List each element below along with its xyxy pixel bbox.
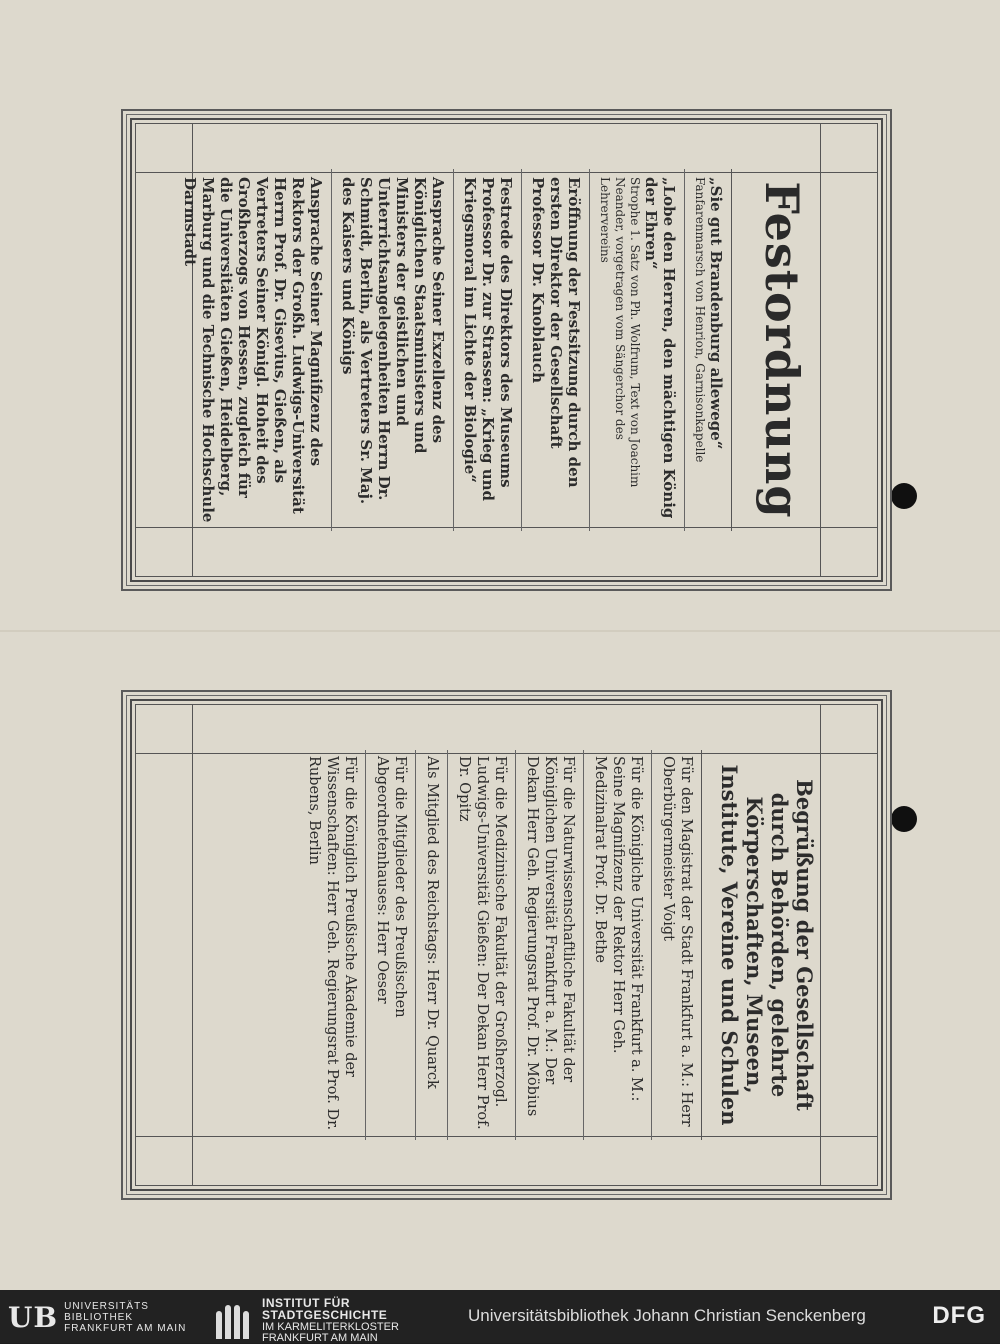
- fold-line: [0, 630, 1000, 632]
- punch-hole: [891, 806, 917, 832]
- program-item: [521, 169, 589, 531]
- program-item-main: Ansprache Seiner Magnifizenz des Rektors der Großh. Ludwigs-Universität Herrn Prof. Dr. Gisevius, Gießen, als Vertreters Seiner Königl. Hoheit des Großherzogs von Hessen, zugleich für die Universitäten Gießen, Heidelberg, Marburg und die Technische Hochschule Darmstadt: [181, 177, 325, 523]
- program-item: [453, 169, 521, 531]
- ub-line: BIBLIOTHEK: [64, 1311, 133, 1323]
- program-item-main: „Sie gut Brandenburg allewege“: [707, 177, 725, 450]
- isg-logo[interactable]: [214, 1298, 399, 1344]
- ub-line: FRANKFURT AM MAIN: [64, 1322, 187, 1334]
- program-item-sub: Fanfarenmarsch von Henrion, Garnisonkapelle: [693, 177, 707, 463]
- begruessung-list: [298, 750, 701, 1140]
- program-item: [589, 169, 684, 531]
- program-item-main: Eröffnung der Festsitzung durch den ersten Direktor der Gesellschaft Professor Dr. Knoblauch: [529, 177, 583, 488]
- program-item-main: „Lobe den Herren, den mächtigen König der Ehren“: [642, 177, 678, 519]
- program-item: [331, 169, 453, 531]
- program-item-main: Ansprache Seiner Exzellenz des Königlichen Staatsministers und Ministers der geistlichen und Unterrichtsangelegenheiten Herrn Dr. Schmidt, Berlin, als Vertreters Sr. Maj. des Kaisers und Königs: [339, 177, 447, 505]
- library-name[interactable]: Universitätsbibliothek Johann Christian Senckenberg: [468, 1306, 866, 1325]
- ub-logo[interactable]: [8, 1300, 186, 1334]
- program-item-sub: Strophe 1. Satz von Ph. Wolfrum, Text von Joachim Neander, vorgetragen vom Sängerchor des Lehrervereins: [598, 177, 642, 488]
- isg-line: INSTITUT FÜR: [262, 1296, 350, 1310]
- ub-mark: UB: [8, 1300, 59, 1334]
- festordnung-list: [174, 169, 731, 531]
- isg-line: IM KARMELITERKLOSTER: [262, 1321, 399, 1333]
- festordnung-content: [181, 169, 832, 531]
- begruessung-panel: [121, 690, 892, 1200]
- begruessung-content: [181, 750, 832, 1140]
- greeting-item: Für die Königlich Preußische Akademie der Wissenschaften: Herr Geh. Regierungsrat Prof. Dr. Rubens, Berlin: [306, 756, 358, 1131]
- dfg-logo[interactable]: DFG: [932, 1302, 986, 1329]
- program-item-main: Festrede des Direktors des Museums Professor Dr. zur Strassen: „Krieg und Kriegsmoral im Lichte der Biologie“: [461, 177, 515, 502]
- program-item: [174, 169, 331, 531]
- program-item: [684, 169, 731, 531]
- festordnung-title: Festordnung: [755, 181, 809, 519]
- isg-line: FRANKFURT AM MAIN: [262, 1332, 378, 1344]
- greeting-item: Für die Königliche Universität Frankfurt a. M.: Seine Magnifizenz der Rektor Herr Geh. Medizinalrat Prof. Dr. Bethe: [583, 750, 651, 1140]
- punch-hole: [891, 483, 917, 509]
- festordnung-panel: [121, 109, 892, 591]
- greeting-item: Für die Mitglieder des Preußischen Abgeordnetenhauses: Herr Oeser: [365, 750, 415, 1140]
- footer-bar: [0, 1290, 1000, 1343]
- church-icon: [214, 1303, 254, 1339]
- greeting-item: Für die Medizinische Fakultät der Großherzogl. Ludwigs-Universität Gießen: Der Dekan Herr Prof. Dr. Opitz: [447, 750, 515, 1140]
- ub-line: UNIVERSITÄTS: [64, 1300, 149, 1312]
- greeting-item: Für die Naturwissenschaftliche Fakultät der Königlichen Universität Frankfurt a. M.: Der Dekan Herr Geh. Regierungsrat Prof. Dr. Möbius: [515, 750, 583, 1140]
- isg-line: STADTGESCHICHTE: [262, 1308, 388, 1322]
- greeting-item: Als Mitglied des Reichstags: Herr Dr. Quarck: [415, 750, 447, 1140]
- begruessung-title: Begrüßung der Gesellschaft durch Behörden, gelehrte Körperschaften, Museen, Institute, Vereine und Schulen: [717, 764, 817, 1126]
- greeting-item: Für den Magistrat der Stadt Frankfurt a. M.: Herr Oberbürgermeister Voigt: [651, 750, 701, 1140]
